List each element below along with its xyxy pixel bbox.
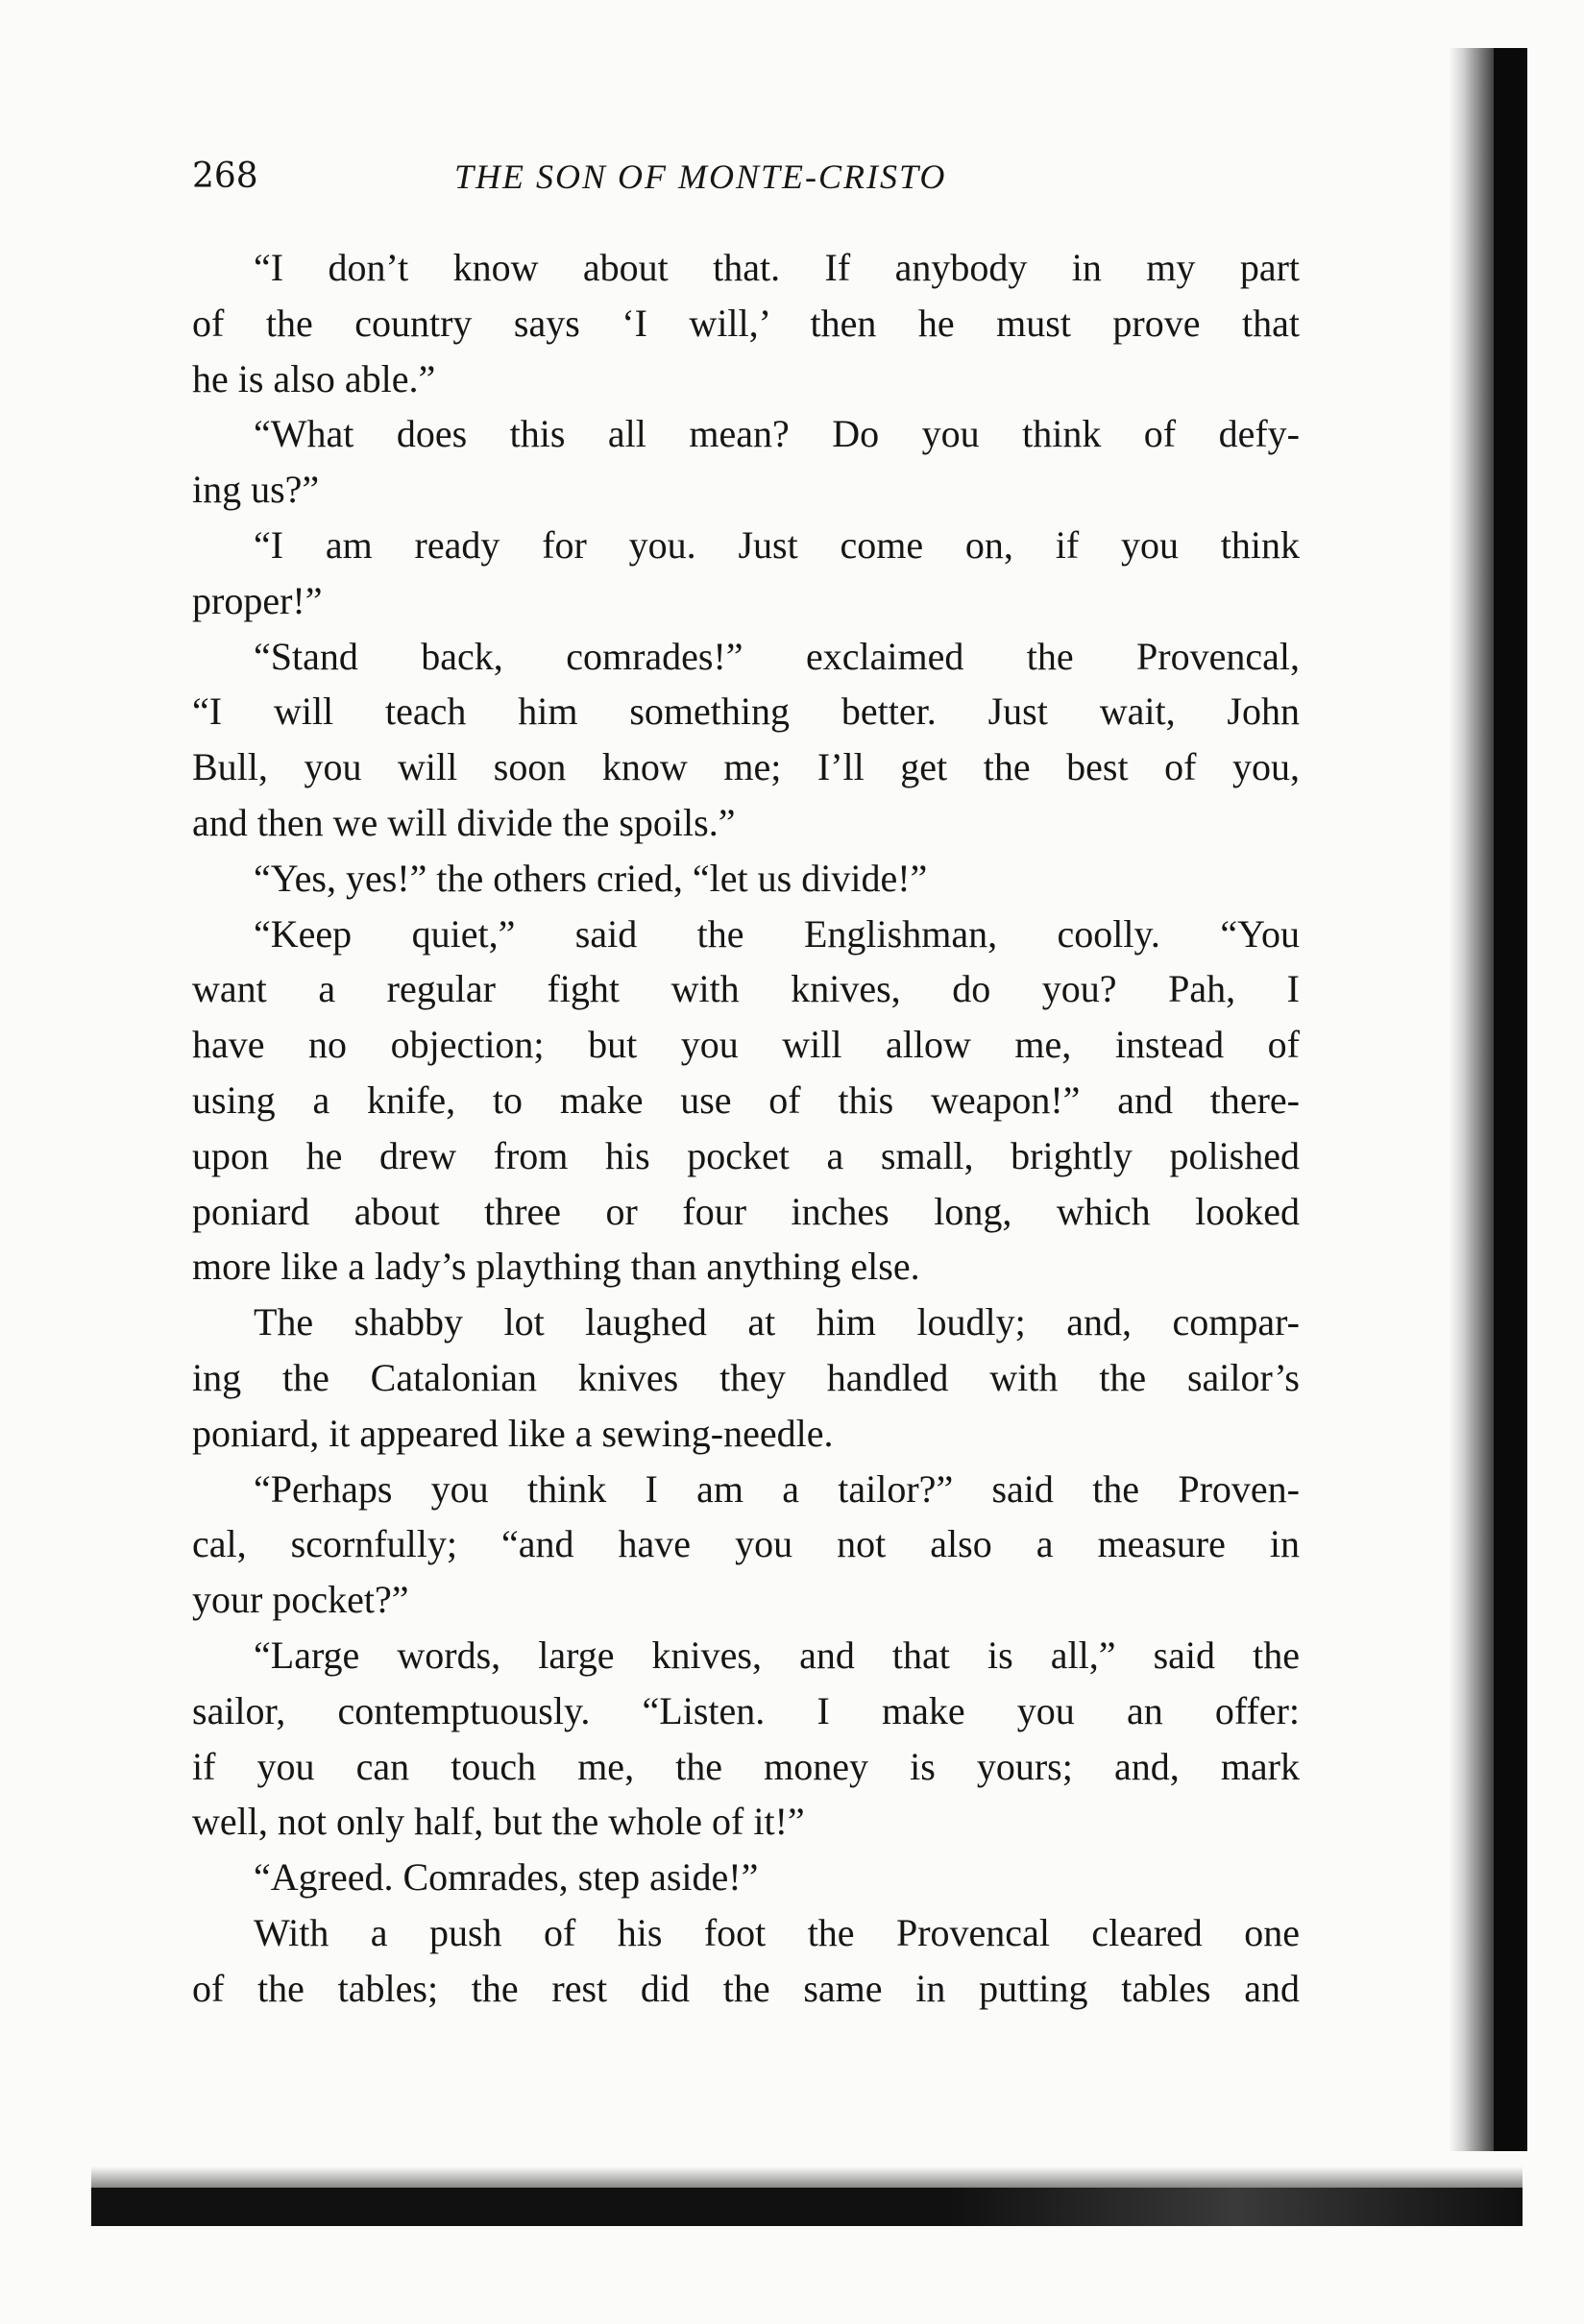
body-text [192, 240, 1300, 2017]
text-line: ing us?” [192, 468, 320, 512]
text-line: “Perhaps you think I am a tailor?” said the Proven- [254, 1466, 1300, 1511]
text-line: “What does this all mean? Do you think of defy- [254, 412, 1300, 456]
text-line: he is also able.” [192, 356, 436, 400]
text-line: poniard, it appeared like a sewing-needle. [192, 1411, 834, 1455]
text-line: “Keep quiet,” said the Englishman, coolly. “You [254, 911, 1300, 956]
text-line: if you can touch me, the money is yours; and, mark [192, 1744, 1300, 1788]
text-line: ing the Catalonian knives they handled with the sailor’s [192, 1355, 1300, 1399]
text-line: “Yes, yes!” the others cried, “let us divide!” [254, 856, 928, 900]
text-line: “Stand back, comrades!” exclaimed the Provencal, [254, 634, 1300, 678]
text-line: upon he drew from his pocket a small, brightly polished [192, 1133, 1300, 1177]
text-line: “I will teach him something better. Just wait, John [192, 690, 1300, 734]
running-title: THE SON OF MONTE-CRISTO [454, 157, 947, 196]
text-line: “I am ready for you. Just come on, if you think [254, 522, 1300, 567]
scan-edge-shadow-bottom [91, 2188, 1523, 2226]
text-line: of the tables; the rest did the same in putting tables and [192, 1966, 1300, 2010]
text-line: cal, scornfully; “and have you not also a measure in [192, 1522, 1300, 1566]
text-line: of the country says ‘I will,’ then he must prove that [192, 301, 1300, 345]
text-line: your pocket?” [192, 1578, 409, 1622]
text-line: have no objection; but you will allow me, instead of [192, 1023, 1300, 1067]
text-line: The shabby lot laughed at him loudly; and, compar- [254, 1300, 1300, 1344]
text-line: “Agreed. Comrades, step aside!” [254, 1855, 759, 1900]
text-line: well, not only half, but the whole of it!” [192, 1800, 805, 1844]
text-line: Bull, you will soon know me; I’ll get the best of you, [192, 745, 1300, 789]
text-line: more like a lady’s plaything than anything else. [192, 1245, 920, 1289]
text-line: “Large words, large knives, and that is all,” said the [254, 1633, 1300, 1677]
text-line: proper!” [192, 578, 323, 622]
text-line: using a knife, to make use of this weapon!” and there- [192, 1077, 1300, 1122]
scan-edge-dark-right [1494, 48, 1524, 2151]
text-line: want a regular fight with knives, do you? Pah, I [192, 967, 1300, 1011]
scan-edge-fade-bottom [91, 2167, 1523, 2188]
text-line: sailor, contemptuously. “Listen. I make you an offer: [192, 1688, 1300, 1732]
text-line: With a push of his foot the Provencal cleared one [254, 1910, 1300, 1954]
text-line: poniard about three or four inches long, which looked [192, 1189, 1300, 1233]
page-number: 268 [192, 157, 258, 196]
text-line: “I don’t know about that. If anybody in my part [254, 246, 1300, 289]
text-line: and then we will divide the spoils.” [192, 800, 736, 844]
